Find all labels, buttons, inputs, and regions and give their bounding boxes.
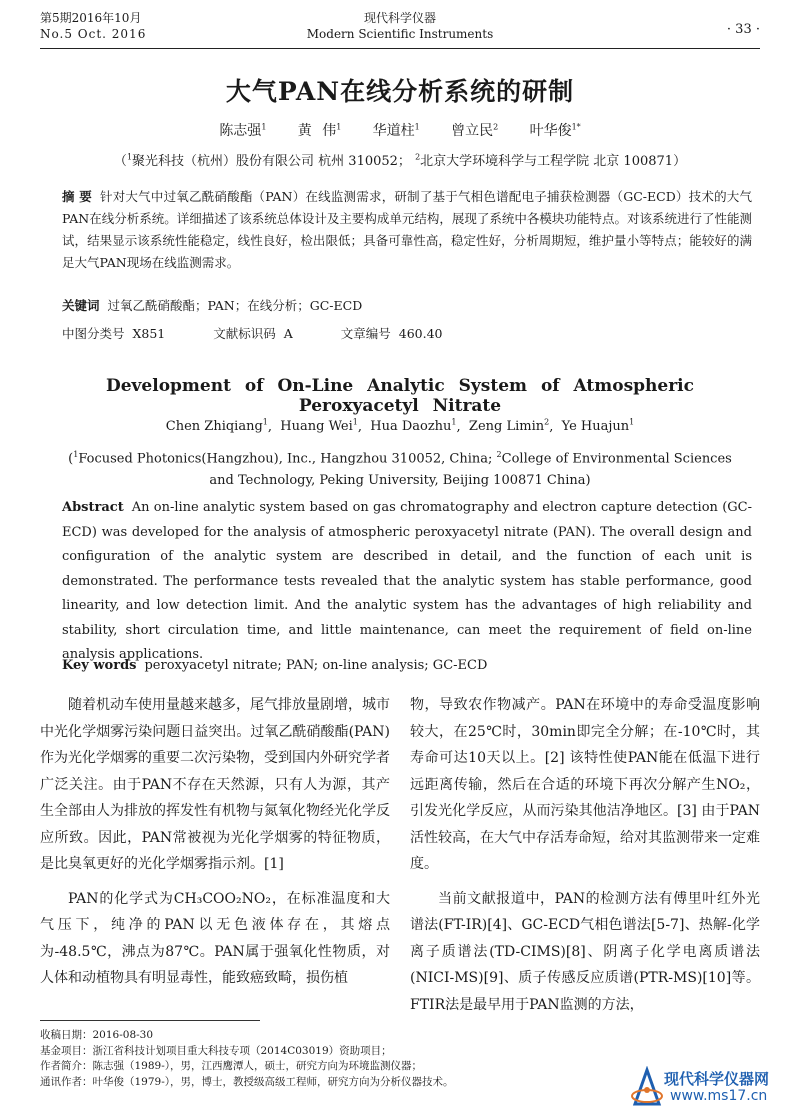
author-cn: 华道柱$^1$ — [372, 122, 420, 139]
keywords-text-en: peroxyacetyl nitrate; PAN; on-line analysis; GC-ECD — [144, 658, 488, 673]
body-paragraph: 物，导致农作物减产。PAN在环境中的寿命受温度影响较大，在25℃时，30min即完全分解；在-10℃时，其寿命可达10天以上。[2] 该特性使PAN能在低温下进行远距离传输，然后在合适的环境下再次分解产生NO₂，引发光化学反应，从而污染其他洁净地区。[3] 由于PAN活性较高，在大气中存活寿命短，给对其监测带来一定难度。 — [410, 697, 760, 872]
body-paragraph: PAN的化学式为CH₃COO₂NO₂，在标准温度和大气压下，纯净的PAN以无色液体存在，其熔点为-48.5℃，沸点为87℃。PAN属于强氧化性物质，对人体和动植物具有明显毒性，能致癌致畸，损伤植 — [40, 890, 390, 986]
header-divider — [40, 48, 760, 49]
abstract-label-en: Abstract — [62, 500, 124, 515]
page-number: · 33 · — [726, 22, 760, 37]
author-cn: 曾立民$^2$ — [451, 122, 499, 139]
footnote-author-bio: 作者简介：陈志强（1989-），男，江西鹰潭人，硕士，研究方向为环境监测仪器； — [40, 1060, 423, 1072]
body-paragraph: 随着机动车使用量越来越多，尾气排放量剧增，城市中光化学烟雾污染问题日益突出。过氧乙酰硝酸酯(PAN)作为光化学烟雾的重要二次污染物，受到国内外研究学者广泛关注。由于PAN不存在天然源，只有人为源，其产生全部由人为排放的挥发性有机物与氮氧化物经光化学反应所致。因此，PAN常被视为光化学烟雾的特征物质，是比臭氧更好的光化学烟雾指示剂。[1] — [40, 697, 390, 872]
author-en: Ye Huajun$^1$ — [561, 418, 635, 435]
journal-name — [290, 10, 510, 42]
watermark-url: www.ms17.cn — [670, 1088, 768, 1104]
footnote-funding: 基金项目：浙江省科技计划项目重大科技专项（2014C03019）资助项目； — [40, 1044, 392, 1057]
paper-title-en: Development of On-Line Analytic System of Atmospheric Peroxyacetyl Nitrate — [106, 376, 694, 416]
watermark-name: 现代科学仪器网 — [664, 1070, 770, 1088]
keywords-text-cn: 过氧乙酰硝酸酯；PAN；在线分析；GC-ECD — [107, 298, 363, 313]
author-cn: 陈志强$^1$ — [219, 122, 267, 139]
abstract-text-cn: 针对大气中过氧乙酰硝酸酯（PAN）在线监测需求，研制了基于气相色谱配电子捕获检测器（GC-ECD）技术的大气PAN在线分析系统。详细描述了该系统总体设计及主要构成单元结构，展现了系统中各模块功能特点。对该系统进行了性能测试，结果显示该系统性能稳定，线性良好，检出限低；具备可靠性高，稳定性好，分析周期短，维护量小等特点；能较好的满足大气PAN现场在线监测需求。 — [62, 189, 752, 270]
issue-en: No.5 Oct. 2016 — [40, 27, 147, 41]
body-column-right — [410, 692, 760, 1018]
footnote-divider — [40, 1020, 260, 1021]
keywords-cn — [62, 296, 752, 314]
doc-code-value: A — [283, 326, 293, 341]
abstract-label-cn: 摘 要 — [62, 189, 92, 204]
issue-cn: 第5期2016年10月 — [40, 11, 142, 25]
abstract-en — [62, 496, 752, 668]
author-cn: 黄 伟$^1$ — [297, 122, 342, 139]
footnote-received: 收稿日期：2016-08-30 — [40, 1029, 154, 1041]
body-paragraph: 当前文献报道中，PAN的检测方法有傅里叶红外光谱法(FT-IR)[4]、GC-ECD气相色谱法[5-7]、热解-化学离子质谱法(TD-CIMS)[8]、阴离子化学电离质谱法(NICI-MS)[9]、质子传感反应质谱(PTR-MS)[10]等。FTIR法是最早用于PAN监测的方法， — [410, 890, 760, 1013]
author-en: Hua Daozhu$^1$ — [370, 418, 457, 435]
clc-label: 中图分类号 — [62, 326, 125, 341]
author-list-en: Chen Zhiqiang$^1$, Huang Wei$^1$, Hua Daozhu$^1$, Zeng Limin$^2$, Ye Huajun$^1$ — [165, 418, 635, 435]
journal-en: Modern Scientific Instruments — [306, 27, 494, 41]
keywords-en — [62, 658, 752, 673]
paper-title-cn: 大气PAN在线分析系统的研制 — [225, 77, 575, 106]
keywords-label-en: Key words — [62, 658, 137, 673]
body-column-left — [40, 692, 390, 992]
footnotes — [40, 1028, 640, 1090]
classification-line — [62, 324, 752, 342]
article-no-value: 460.40 — [398, 326, 443, 341]
footnote-corresponding: 通讯作者：叶华俊（1979-），男，博士，教授级高级工程师，研究方向为分析仪器技术。 — [40, 1075, 454, 1088]
author-en: Zeng Limin$^2$ — [468, 418, 550, 435]
author-en: Huang Wei$^1$ — [280, 418, 358, 435]
watermark-logo-icon — [630, 1066, 664, 1110]
author-cn: 叶华俊$^{1*}$ — [529, 122, 581, 139]
affiliation-en: ($^1$Focused Photonics(Hangzhou), Inc., Hangzhou 310052, China; $^2$College of Environmental Sciences and Technology, Peking University, Beijing 100871 China) — [68, 450, 732, 489]
author-list-cn — [40, 120, 760, 140]
author-en: Chen Zhiqiang$^1$ — [165, 418, 268, 435]
article-no-label: 文章编号 — [340, 326, 391, 341]
affiliation-cn: （$^1$聚光科技（杭州）股份有限公司 杭州 310052； $^2$北京大学环境科学与工程学院 北京 100871） — [113, 152, 687, 169]
issue-info — [40, 10, 146, 42]
abstract-text-en: An on-line analytic system based on gas chromatography and electron capture detection (GC-ECD) was developed for the analysis of atmospheric peroxyacetyl nitrate (PAN). The overall design and configuration of the analytic system are described in detail, and the function of each unit is demonstrated. The performance tests revealed that the analytic system has stable performance, good linearity, and low detection limit. And the analytic system has the advantages of high reliability and stability, short circulation time, and little maintenance, can meet the requirement of field on-line analysis applications. — [62, 500, 752, 662]
clc-value: X851 — [132, 326, 166, 341]
doc-code-label: 文献标识码 — [213, 326, 276, 341]
journal-cn: 现代科学仪器 — [363, 11, 436, 25]
keywords-label-cn: 关键词 — [62, 298, 100, 313]
abstract-cn — [62, 186, 752, 274]
